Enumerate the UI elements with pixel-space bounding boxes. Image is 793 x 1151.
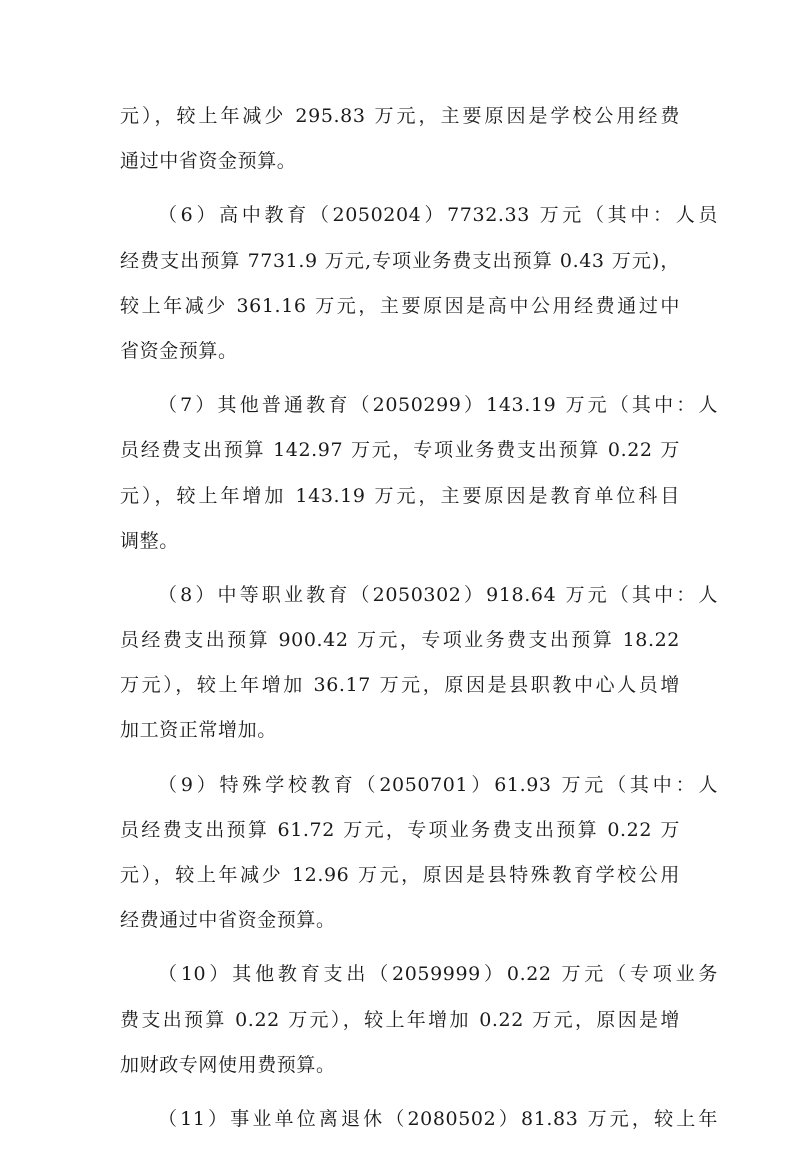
- text-line: 加工资正常增加。: [120, 719, 277, 742]
- text-line: 员经费支出预算 61.72 万元，专项业务费支出预算 0.22 万: [120, 818, 680, 841]
- text-line: （6）高中教育（2050204）7732.33 万元（其中：人员: [158, 204, 718, 227]
- paragraph-item-9: [120, 763, 718, 944]
- text-line: 加财政专网使用费预算。: [120, 1053, 336, 1076]
- text-line: 员经费支出预算 900.42 万元，专项业务费支出预算 18.22: [120, 629, 680, 652]
- text-line: （8）中等职业教育（2050302）918.64 万元（其中：人: [158, 583, 718, 606]
- text-line: 元），较上年减少 295.83 万元，主要原因是学校公用经费: [120, 105, 680, 127]
- text-line: 调整。: [120, 529, 179, 552]
- paragraph-continued: [120, 94, 680, 184]
- text-line: 元），较上年增加 143.19 万元，主要原因是教育单位科目: [120, 484, 680, 507]
- text-line: 费支出预算 0.22 万元），较上年增加 0.22 万元，原因是增: [120, 1008, 680, 1031]
- text-line: 万元），较上年增加 36.17 万元，原因是县职教中心人员增: [120, 674, 680, 697]
- text-line: 元），较上年减少 12.96 万元，原因是县特殊教育学校公用: [120, 864, 680, 886]
- text-line: 通过中省资金预算。: [120, 150, 297, 173]
- document-page: [120, 94, 718, 1151]
- text-line: 省资金预算。: [120, 339, 238, 362]
- paragraph-item-7: [120, 383, 718, 564]
- paragraph-item-11: [120, 1097, 718, 1142]
- text-line: （11）事业单位离退休（2080502）81.83 万元，较上年: [158, 1107, 718, 1130]
- text-line: 较上年减少 361.16 万元，主要原因是高中公用经费通过中: [120, 294, 680, 317]
- text-line: （9）特殊学校教育（2050701）61.93 万元（其中：人: [158, 773, 718, 796]
- paragraph-item-6: [120, 193, 718, 374]
- text-line: 员经费支出预算 142.97 万元，专项业务费支出预算 0.22 万: [120, 439, 680, 462]
- text-line: （7）其他普通教育（2050299）143.19 万元（其中：人: [158, 394, 718, 417]
- paragraph-item-8: [120, 573, 718, 754]
- text-line: （10）其他教育支出（2059999）0.22 万元（专项业务: [158, 963, 718, 986]
- text-line: 经费通过中省资金预算。: [120, 909, 336, 932]
- paragraph-item-10: [120, 952, 718, 1088]
- text-line: 经费支出预算 7731.9 万元,专项业务费支出预算 0.43 万元)，: [120, 249, 680, 272]
